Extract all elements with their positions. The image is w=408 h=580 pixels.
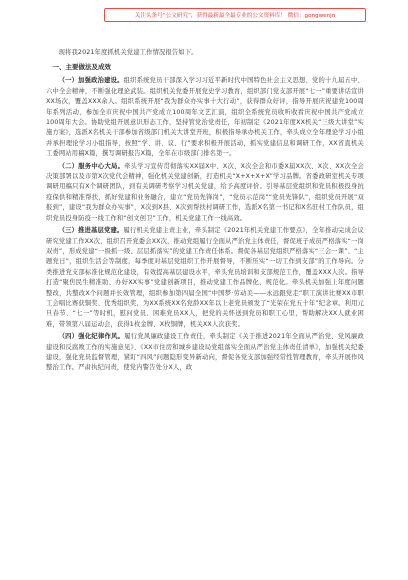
intro-paragraph: 现将我2021年度抓机关党建工作情况报告如下。	[58, 49, 198, 56]
section-title-political-building: （一）加强政治建设。	[58, 77, 124, 85]
section-body-political-building: 组织系统党员干部深入学习习近平新时代中国特色社会主义思想、党的十九届五中、六中全会精神，不断强化理论武装。组织机关党委开展党史学习教育，组织部门党支部开展“七一”重要讲话宣讲XX场次，覆盖XXX余人。组织系统开展“我为群众办实事十大行动”，获得群众好评，指导开展庆祝建党100周年系列活动，参加全市庆祝中国共产党成立100周年文艺汇演，组织全系统党员收听收看庆祝中国共产党成立100周年大会。协助党组开展意识形态工作，坚持管党治党责任，年初制定《2021年度XX机关“三级大讲堂”实施方案》，选派X名机关干部参加省级部门机关大讲堂开班，积极指导承办机关工作，牵头成立全年理论学习小组并承担理论学习小组指导，按照“学、讲、议、行”要求积极开展活动，抓实党建信息和调研工作，XX省直机关工委网站用稿X篇，撰写调研报告X篇，全年在市级部门排名第一。	[46, 77, 364, 158]
paragraph-discipline-style	[46, 332, 364, 374]
paragraph-grassroots-party	[46, 226, 364, 330]
section-body-discipline-style: 履行党风廉政建设工作责任，牵头制定《关于推进2021年全面从严治党、党风廉政建设和反腐败工作的实施意见》、《XX市住房和城乡建设局党组落实全面从严治党主体责任清单》，加强机关纪委建设，强化党员监督管理，紧盯“四风”问题隐形变异新动向，督促各党支部加强经常性管理教育，牵头开展作风整治工作。严肃执纪问责，使党内警告处分X人，政	[46, 333, 365, 372]
section-body-grassroots-party: 履行机关党建主责主业，牵头制定《2021年机关党建工作要点》，全年推动完成会议研究党建工作XX次，组织召开党委会XX次，推动党组履行全面从严治党主体责任，督促班子成员严格落实“一岗双责”，形成党建“一级抓一级、层层抓落实”的党建工作责任体系。督促各基层党组织严格落实“三会一课”、“主题党日”，组织生活会等制度，每季度对基层党组织工作开展督导，不断压实“一切工作到支部”的工作导向。分类推进党支部标准化规范化建设，有效提高基层建设水平，牵头党员培训和支部规范工作，覆盖XXX人次。指导打造“聚焦民生精准助、办好XX实事”党建创新项目，推动党建工作品牌化、规范化。牵头机关加强上年度问题整改，共整改X个问题并长效管理，组织参加第四届全国“中国梦·劳动美——永远跟党走”职工演讲比赛XX市职工会唱比赛获铜奖、优秀组织奖，为XX系统XX名党龄XX年以上老党员颁发了“光荣在党五十年”纪念章。利用元旦春节、“七一”等时机，慰问党员、困难党员XX人，把党的关怀送到党员和职工心里，帮助解决XX人就业困难，带领第八届运动会，获得1枚金牌、X枚铜牌，机关XX人次获奖。	[46, 227, 364, 328]
section-title-grassroots-party: （三）推进基层党建。	[58, 227, 124, 235]
section-body-serve-overall: 牵头学习宣传贯彻落实XX届X中、X次、X次全会和市委X届XX次、X次、XX次全会决策部署以及市第X次党代会精神，强化机关党建创新，打造机关“X+X+X+X”学习品牌。省委政研室机关专项调研用稿只有X个调研团队，到有关调研考察学习机关党建，给予高度评价。引导基层党组织和党员积极投身抗疫保供和精准帮扶，抓好党建和业务融合，建立“党员先锋岗”，“党员示范岗”“党员先锋队”，组织党员开展“双报到”，建设“我为群众办实事”，X次到X县、X次到帮扶村调研工作，选派X名第一书记和X名驻村工作队员，组织党员投身防疫一线工作和“创文创卫”工作，机关党建工作一线高效。	[46, 162, 365, 222]
document-body	[46, 48, 364, 376]
section-heading-main-practices: 一、主要做法及成效	[52, 63, 111, 72]
paragraph-political-building	[46, 76, 364, 159]
section-title-discipline-style: （四）强化纪律作风。	[58, 333, 125, 341]
paragraph-serve-overall	[46, 162, 364, 224]
promo-banner: 关注头条号“公文研究”，获得最新最全最专业的公文资料库！ 微信：gongwenjn	[104, 8, 366, 22]
section-title-serve-overall: （二）服务中心大局。	[58, 162, 125, 170]
